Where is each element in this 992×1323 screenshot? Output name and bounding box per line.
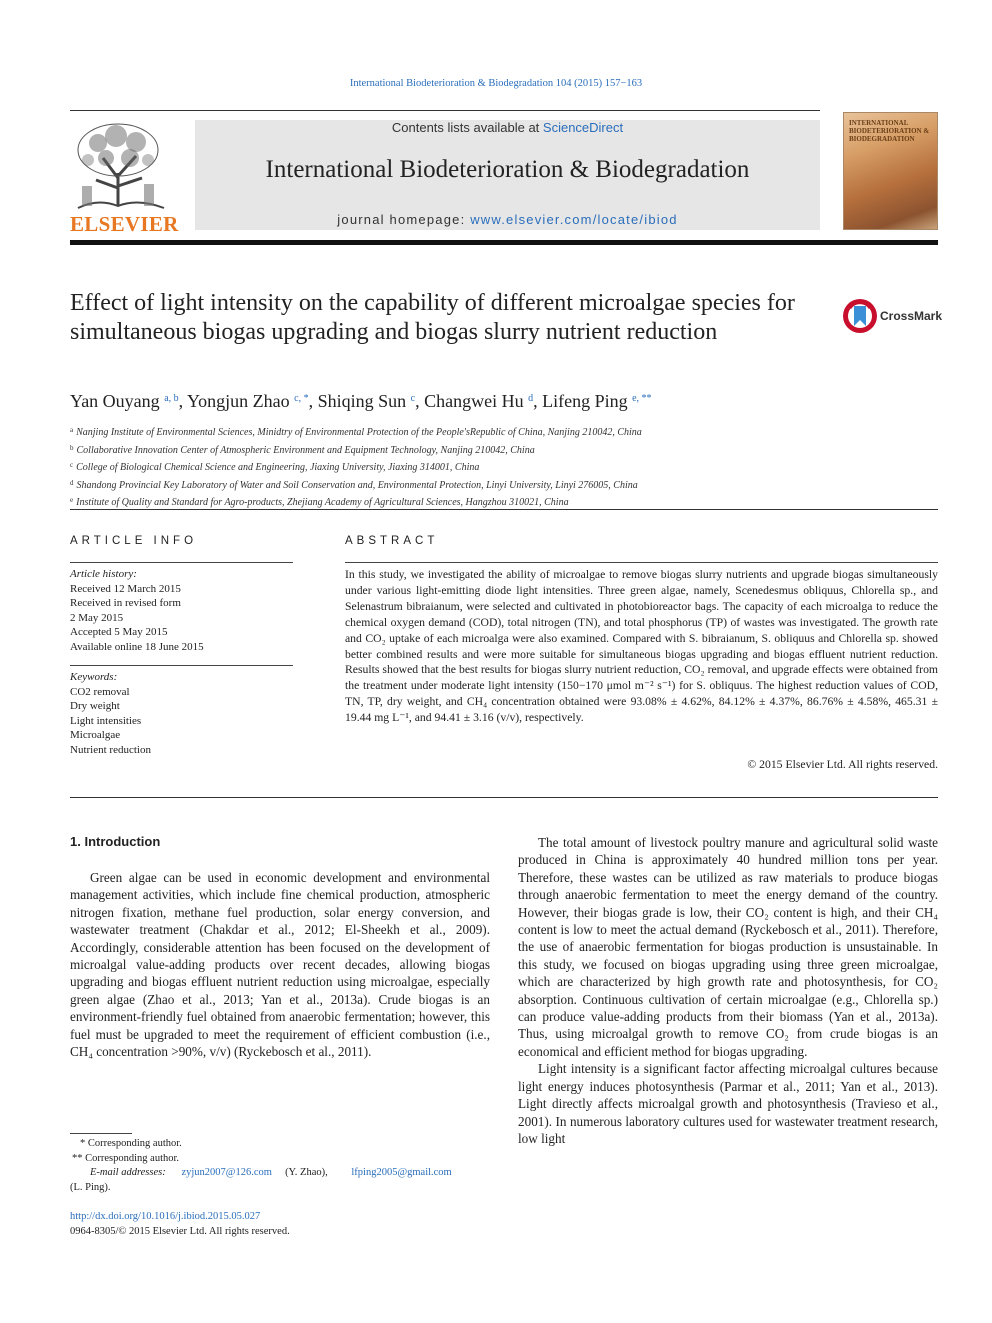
affiliation-item [70,493,930,511]
history-item: Received in revised form [70,597,181,609]
author-affil-sup[interactable]: c [410,393,416,404]
article-info-rule [70,562,293,563]
affiliation-key: a [70,426,74,434]
email-label: E-mail addresses: [90,1167,166,1178]
author-name[interactable]: Changwei Hu [424,391,524,411]
intro-right-column [518,834,938,1147]
elsevier-wordmark: ELSEVIER [70,212,179,236]
footnote-corresponding-1: * Corresponding author. [80,1138,182,1149]
history-item: 2 May 2015 [70,611,124,624]
affiliation-key: b [70,443,74,452]
affiliation-key: c [70,461,74,469]
author-name[interactable]: Lifeng Ping [542,391,628,411]
intro-left-paragraph: Green algae can be used in economic development and environmental management activities, which include fine chemical production, atmospheric nitrogen fixation, methane fuel production, solar energy conversion, and wastewater treatment (Chakdar et al., 2012; El-Sheekh et al., 2009). Accordingly, considerable attention has been focused on the development of microalgal value-adding products over recent decades, allowing biogas upgrading and biogas effluent nutrient reduction using microalgae, especially green algae (Zhao et al., 2013; Yan et al., 2013a). Crude biogas is an environment-friendly fuel obtained from anaerobic fermentation; however, this fuel must be upgraded to meet the requirement of efficient combustion (i.e., CH₄ concentration >90%, v/v) (Ryckebosch et al., 2011). [70,870,490,1060]
abstract-rule [345,562,938,563]
intro-right-paragraph: Light intensity is a significant factor affecting microalgal cultures because light energy induces photosynthesis (Parmar et al., 2011; Yan et al., 2013). Light directly affects microalgal growth and photosynthesis (Travieso et al., 2001). In numerous laboratory cultures used for wastewater treatment research, low light [518,1061,938,1146]
top-rule [70,110,820,111]
journal-cover-thumbnail[interactable] [843,112,938,230]
article-history [70,567,293,654]
abstract-copyright: © 2015 Elsevier Ltd. All rights reserved. [747,758,938,771]
abstract-heading: ABSTRACT [345,535,439,547]
affiliation-key: d [70,478,74,487]
keywords-block [70,670,293,757]
doi-link[interactable]: http://dx.doi.org/10.1016/j.ibiod.2015.05.027 [70,1211,261,1222]
crossmark-label[interactable]: CrossMark [880,309,943,323]
author-affil-sup[interactable]: d [528,393,534,404]
history-item: Accepted 5 May 2015 [70,626,168,638]
abstract-text: In this study, we investigated the ability of microalgae to remove biogas slurry nutrients and upgrade biogas simultaneously under various light-emitting diode light intensities. Three green algae, namely, Scenedesmus obliquus, Chlorella sp., and Selenastrum bibraianum, were selected and cultivated in photobioreactor bags. The capacity of each microalga to reduce the chemical oxygen demand (COD), total nitrogen (TN), and total phosphorus (TP) of wastes was investigated. The growth rate and CO₂ uptake of each microalga were also examined. Compared with S. bibraianum, S. obliquus and Chlorella sp. showed better combined results and were more suitable for simultaneous biogas upgrading and biogas effluent nutrient reduction. Results showed that the best results for biogas slurry nutrient reduction, CO₂ removal, and upgrade effects were obtained from the treatment under moderate light intensity (150−170 μmol m⁻² s⁻¹) for S. obliquus. The highest reduction values of COD, TN, TP, dry weight, and CH₄ concentration obtained were 93.08% ± 4.62%, 84.12% ± 4.37%, 86.76% ± 4.58%, 465.31 ± 19.44 mg L⁻¹, and 94.41 ± 3.16 (v/v), respectively. [345,568,938,725]
cover-title: INTERNATIONAL BIODETERIORATION & BIODEGRADATION [849,119,930,143]
author-affil-sup[interactable]: a, b [164,393,179,404]
footnotes [70,1137,490,1195]
affiliation-text: Institute of Quality and Standard for Agro-products, Zhejiang Academy of Agricultural Sciences, Hangzhou 310021, China [76,497,569,508]
header-thick-rule [70,240,938,245]
homepage-prefix: journal homepage: [337,212,471,227]
email-link[interactable]: lfping2005@gmail.com [351,1167,452,1178]
author-affil-sup[interactable]: e, ** [632,393,652,404]
affiliation-text: Nanjing Institute of Environmental Sciences, Minidtry of Environmental Protection of the People'sRepublic of China, Nanjing 210042, China [76,427,642,438]
history-item: Received 12 March 2015 [70,582,181,595]
keywords-label: Keywords: [70,671,118,683]
affiliation-item [70,423,930,441]
article-info-heading: ARTICLE INFO [70,535,198,547]
affiliation-key: e [70,496,74,504]
email-link[interactable]: zyjun2007@126.com [181,1167,272,1178]
article-title: Effect of light intensity on the capability of different microalgae species for simultaneous biogas upgrading and biogas slurry nutrient reduction [70,290,795,345]
author-affil-sup[interactable]: c, * [294,393,309,404]
issn-copyright: 0964-8305/© 2015 Elsevier Ltd. All rights reserved. [70,1226,290,1237]
affiliation-item [70,458,930,476]
affiliation-item [70,476,930,494]
journal-name: International Biodeterioration & Biodegradation [265,156,750,183]
keyword-item: CO2 removal [70,685,130,698]
homepage-line [195,212,820,227]
body-rule [70,797,938,798]
author-name[interactable]: Yongjun Zhao [186,391,290,411]
homepage-link[interactable]: www.elsevier.com/locate/ibiod [470,212,678,227]
author-list: Yan Ouyang $^{a, b}$, Yongjun Zhao $^{c, *}$, Shiqing Sun $^c$, Changwei Hu $^d$, Lifeng Ping $^{e, **}$ [70,391,652,411]
contents-prefix: Contents lists available at [391,120,543,135]
history-item: Available online 18 June 2015 [70,640,204,653]
sciencedirect-link[interactable]: ScienceDirect [542,120,624,135]
intro-right-paragraph: The total amount of livestock poultry manure and agricultural solid waste produced in China is approximately 40 hundred million tons per year. Therefore, these wastes can be utilized as raw materials to produce biogas through anaerobic fermentation to meet the energy demand of the country. However, their biogas grade is low, their CO₂ content is high, and their CH₄ content is low to meet the actual demand (Ryckebosch et al., 2011). Therefore, the use of anaerobic fermentation for biogas production is unsustainable. In this study, we focused on biogas upgrading using three green microalgae, which are characterized by high growth rate and photosynthesis, for CO₂ absorption. Continuous cultivation of certain microalgae (e.g., Chlorella sp.) can produce value-adding products from their biomass (Yan et al., 2013a). Thus, using microalgal growth to remove CO₂ from crude biogas is an economical and efficient method for biogas upgrading. [518,835,938,1059]
crossmark-icon[interactable] [842,298,878,334]
keyword-item: Light intensities [70,714,142,727]
footnote-corresponding-2: ** Corresponding author. [72,1152,180,1164]
email-owner: (Y. Zhao), [285,1167,328,1178]
affiliation-item [70,441,930,459]
author-name[interactable]: Shiqing Sun [317,391,407,411]
contents-line [195,120,820,135]
affiliation-list [70,423,930,511]
history-label: Article history: [70,568,137,580]
affiliation-text: Shandong Provincial Key Laboratory of Water and Soil Conservation and, Environmental Protection, Linyi University, Linyi 276005, China [76,479,638,491]
journal-citation[interactable]: International Biodeterioration & Biodegradation 104 (2015) 157−163 [349,78,643,89]
footnote-rule [70,1133,132,1134]
email-owner: (L. Ping). [70,1181,111,1193]
keyword-item: Dry weight [70,700,120,712]
affiliation-text: College of Biological Chemical Science and Engineering, Jiaxing University, Jiaxing 314001, China [76,462,480,473]
keywords-rule [70,665,293,666]
author-name[interactable]: Yan Ouyang [70,391,160,411]
section-rule [70,509,938,510]
keyword-item: Nutrient reduction [70,743,151,756]
keyword-item: Microalgae [70,729,121,741]
footnote-emails [70,1166,490,1181]
affiliation-text: Collaborative Innovation Center of Atmospheric Environment and Equipment Technology, Nanjing 210042, China [76,444,535,456]
introduction-heading: 1. Introduction [70,834,161,849]
